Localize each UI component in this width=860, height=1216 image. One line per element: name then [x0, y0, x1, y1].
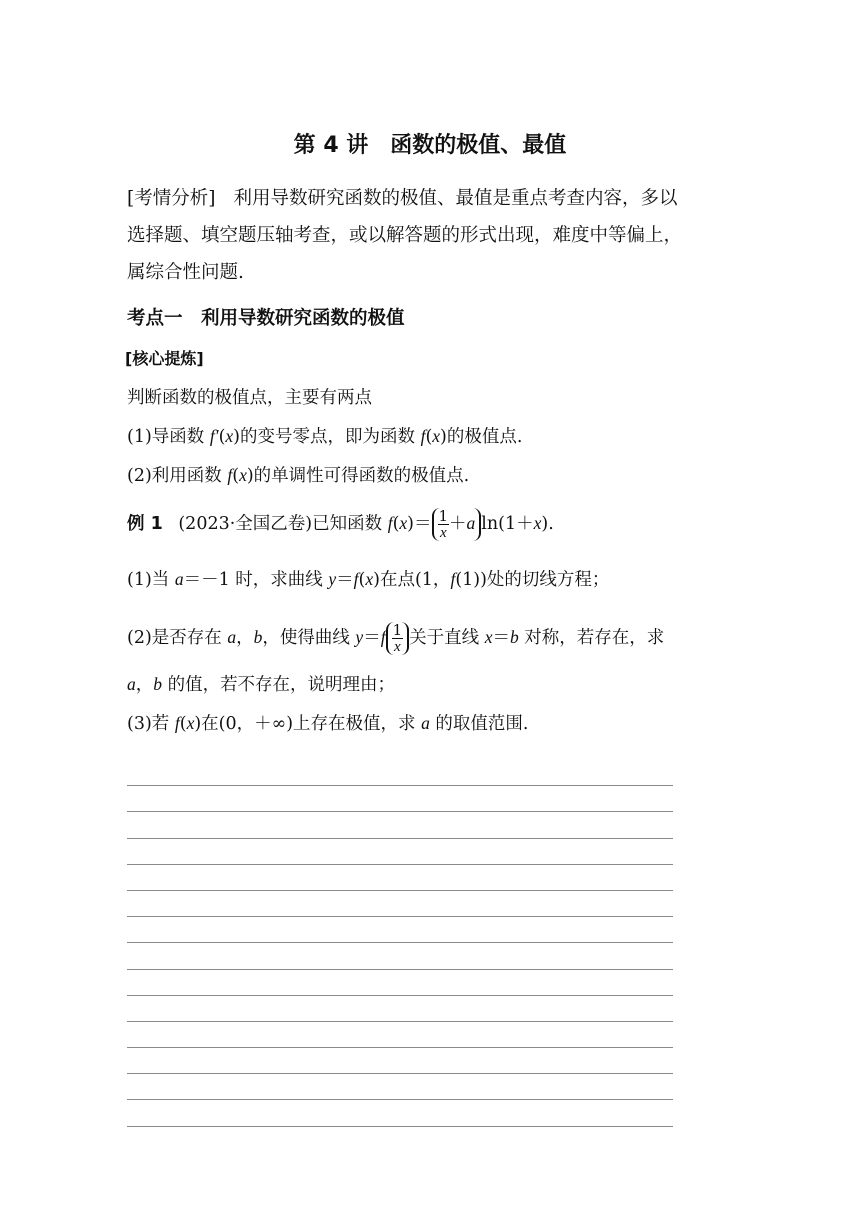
answer-line: [127, 943, 673, 969]
question-2: (2)是否存在 a，b，使得曲线 y＝f $\frac{1}{x}$ 关于直线 x＝b 对称，若存在，求: [127, 621, 665, 655]
answer-line: [127, 839, 673, 865]
fraction: $\frac{1}{x}$: [438, 507, 449, 541]
answer-line: [127, 812, 673, 838]
intro-line-1: 利用导数研究函数的极值、最值是重点考查内容，多以: [233, 188, 678, 209]
paren-expression: $\frac{1}{x}$ ＋a: [432, 508, 482, 541]
point-2: (2)利用函数 f(x)的单调性可得函数的极值点.: [127, 465, 470, 486]
answer-line: [127, 891, 673, 917]
intro-label: [考情分析]: [127, 188, 216, 209]
section-heading: 考点一 利用导数研究函数的极值: [127, 308, 405, 329]
answer-line: [127, 970, 673, 996]
answer-line: [127, 865, 673, 891]
point-1: (1)导函数 f′(x)的变号零点，即为函数 f(x)的极值点.: [127, 426, 523, 447]
answer-line: [127, 917, 673, 943]
example-label: 例 1: [127, 514, 163, 534]
answer-line: [127, 786, 673, 812]
answer-line: [127, 996, 673, 1022]
answer-lines: [127, 760, 673, 1127]
question-3: (3)若 f(x)在(0，＋∞)上存在极值，求 a 的取值范围.: [127, 713, 529, 734]
page-title: 第 4 讲 函数的极值、最值: [293, 133, 567, 158]
fraction: $\frac{1}{x}$: [392, 621, 403, 655]
answer-line: [127, 1048, 673, 1074]
question-1: (1)当 a＝－1 时，求曲线 y＝f(x)在点(1，f(1))处的切线方程；: [127, 569, 610, 590]
answer-line: [127, 760, 673, 786]
example-1: 例 1 (2023·全国乙卷)已知函数 f(x)＝ $\frac{1}{x}$ ＋a ln(1＋x).: [127, 507, 554, 541]
intro-line-2: 选择题、填空题压轴考查，或以解答题的形式出现，难度中等偏上，: [127, 225, 683, 246]
intro-paragraph: [127, 180, 735, 291]
paren-fraction: [386, 622, 410, 655]
answer-line: [127, 1074, 673, 1100]
question-2-continued: a，b 的值，若不存在，说明理由；: [127, 674, 396, 695]
judge-line: 判断函数的极值点，主要有两点: [127, 388, 372, 408]
answer-line: [127, 1022, 673, 1048]
core-label: [核心提炼]: [125, 349, 204, 368]
intro-line-3: 属综合性问题.: [127, 262, 244, 283]
answer-line: [127, 1100, 673, 1126]
